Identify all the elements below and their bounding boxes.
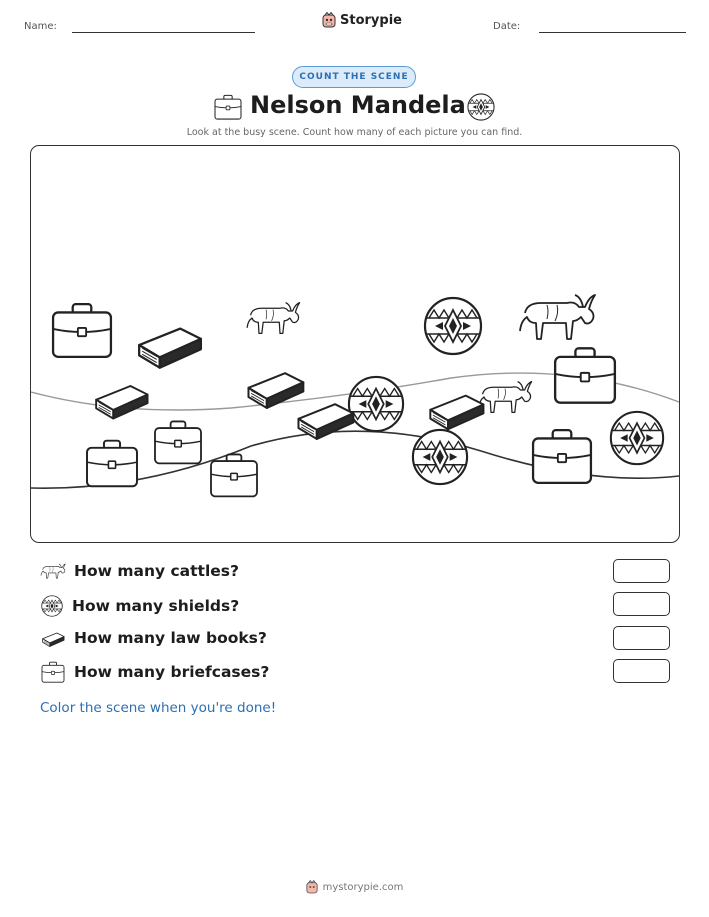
briefcase-icon <box>155 421 201 463</box>
law-book-icon <box>139 329 201 368</box>
question-shields <box>40 595 239 617</box>
footer-site: mystorypie.com <box>322 881 404 893</box>
briefcase-icon <box>53 304 111 357</box>
brand-name: Storypie <box>340 12 402 28</box>
briefcase-icon <box>87 441 137 487</box>
question-cattle <box>40 561 239 581</box>
shield-icon <box>467 93 495 121</box>
question-law-books <box>40 628 267 648</box>
name-label: Name: <box>24 21 57 32</box>
question-text: How many cattles? <box>74 562 239 580</box>
question-briefcases <box>40 661 269 683</box>
briefcase-icon <box>40 661 66 683</box>
cattle-icon <box>520 295 595 339</box>
shield-icon <box>413 430 467 484</box>
answer-box-briefcases[interactable] <box>613 659 670 683</box>
law-book-icon <box>430 396 483 430</box>
briefcase-icon <box>555 348 615 402</box>
answer-box-shields[interactable] <box>613 592 670 616</box>
closing-note: Color the scene when you're done! <box>40 700 277 716</box>
law-book-icon <box>40 628 66 648</box>
answer-box-law-books[interactable] <box>613 626 670 650</box>
shield-icon <box>349 377 403 431</box>
date-label: Date: <box>493 21 521 32</box>
question-text: How many law books? <box>74 629 267 647</box>
cattle-icon <box>479 382 531 413</box>
briefcase-icon <box>214 94 242 120</box>
briefcase-icon <box>211 454 257 496</box>
instructions: Look at the busy scene. Count how many of each picture you can find. <box>186 127 523 138</box>
brand-logo <box>322 12 402 28</box>
cattle-icon <box>40 561 66 581</box>
shield-icon <box>40 595 64 617</box>
date-field-line[interactable] <box>539 32 686 33</box>
law-book-icon <box>248 373 303 408</box>
question-text: How many briefcases? <box>74 663 270 681</box>
busy-scene[interactable] <box>30 145 680 543</box>
activity-tag: COUNT THE SCENE <box>292 66 416 88</box>
page-title: Nelson Mandela <box>250 91 466 119</box>
shield-icon <box>425 298 481 354</box>
shield-icon <box>611 412 663 464</box>
law-book-icon <box>96 386 147 419</box>
law-book-icon <box>298 404 353 439</box>
storypie-mascot-icon <box>306 880 318 894</box>
footer <box>0 880 709 894</box>
answer-box-cattle[interactable] <box>613 559 670 583</box>
question-text: How many shields? <box>72 597 240 615</box>
name-field-line[interactable] <box>72 32 255 33</box>
briefcase-icon <box>533 430 591 483</box>
cattle-icon <box>247 303 300 334</box>
storypie-mascot-icon <box>322 12 336 28</box>
